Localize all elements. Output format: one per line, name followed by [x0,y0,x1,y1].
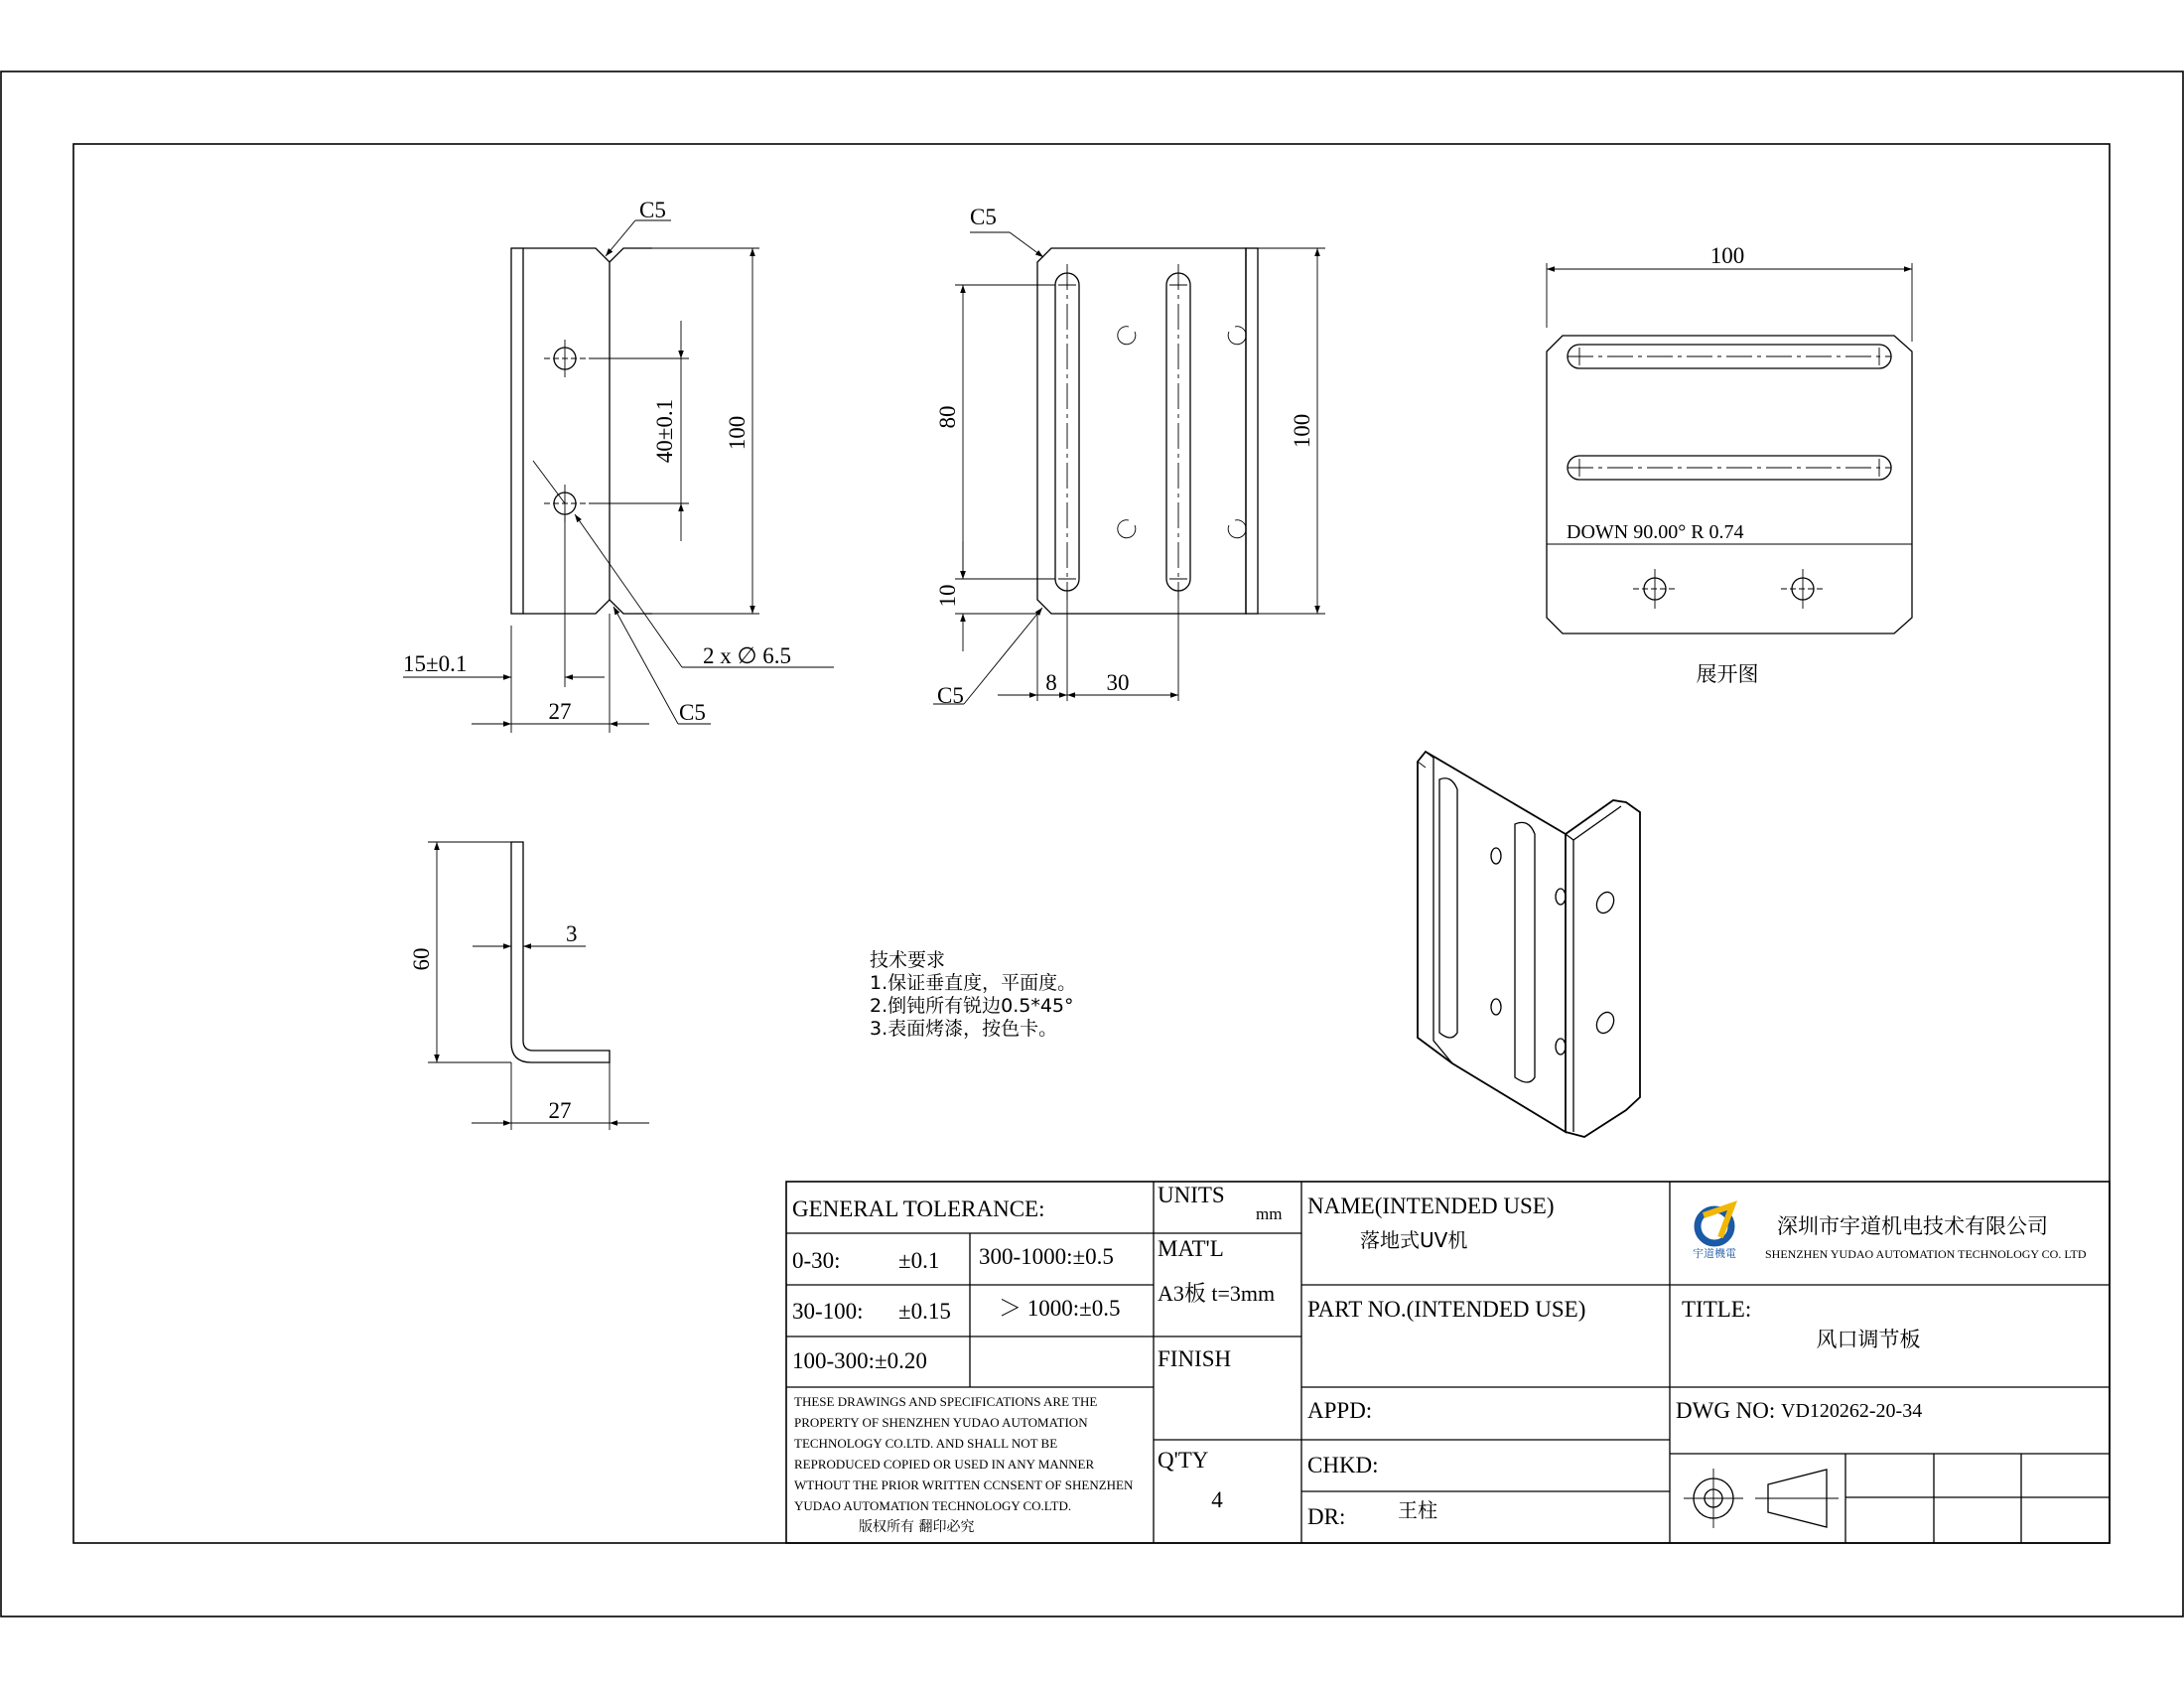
note-3: 3.表面烤漆，按色卡。 [870,1018,1058,1040]
copyright-line-1: THESE DRAWINGS AND SPECIFICATIONS ARE THE [794,1394,1098,1409]
side-dim-hole-pitch: 40±0.1 [652,398,677,464]
name-value: 落地式UV机 [1360,1228,1468,1252]
side-hole-callout: 2 x ∅ 6.5 [703,643,792,668]
title-value: 风口调节板 [1816,1328,1921,1351]
dr-value: 王柱 [1398,1498,1437,1522]
chkd-label: CHKD: [1307,1453,1379,1477]
copyright-line-6: YUDAO AUTOMATION TECHNOLOGY CO.LTD. [794,1498,1072,1513]
tol-0-30-value: ±0.1 [898,1248,940,1273]
outer-frame [1,71,2183,1617]
company-name-cn: 深圳市宇道机电技术有限公司 [1777,1214,2048,1238]
name-label: NAME(INTENDED USE) [1307,1194,1555,1218]
flat-bend-note: DOWN 90.00° R 0.74 [1567,521,1744,543]
units-label: UNITS [1158,1183,1225,1207]
company-logo [1693,1205,1736,1260]
side-chamfer-top: C5 [639,198,666,222]
flat-dim-width: 100 [1709,243,1745,268]
qty-label: Q'TY [1158,1448,1209,1473]
projection-symbol [1684,1469,1839,1528]
notes-title: 技术要求 [870,949,946,971]
matl-value: A3板 t=3mm [1158,1281,1276,1306]
copyright-line-5: WTHOUT THE PRIOR WRITTEN CCNSENT OF SHENZHEN [794,1477,1134,1492]
profile-view [409,842,649,1130]
flat-pattern-view [1547,243,1912,686]
tol-100-300: 100-300:±0.20 [792,1348,927,1373]
side-dim-width: 27 [548,699,572,724]
tol-300-1000: 300-1000:±0.5 [979,1244,1114,1269]
profile-dim-thickness: 3 [566,921,578,946]
note-1: 1.保证垂直度，平面度。 [870,972,1077,994]
copyright-line-2: PROPERTY OF SHENZHEN YUDAO AUTOMATION [794,1415,1088,1430]
dr-label: DR: [1307,1504,1346,1529]
front-dim-slot-len: 80 [935,405,960,429]
tol-30-100-value: ±0.15 [898,1299,951,1324]
tol-0-30-range: 0-30: [792,1248,841,1273]
profile-dim-leg: 27 [548,1098,572,1123]
front-view [933,205,1325,708]
company-name-en: SHENZHEN YUDAO AUTOMATION TECHNOLOGY CO. LTD [1765,1247,2087,1261]
inner-frame [73,144,2110,1543]
flat-caption: 展开图 [1696,662,1759,686]
finish-label: FINISH [1158,1346,1232,1371]
front-chamfer-top: C5 [970,205,997,229]
side-dim-offset: 15±0.1 [403,651,468,676]
copyright-cn: 版权所有 翻印必究 [859,1519,975,1535]
dwg-no-value: VD120262-20-34 [1781,1400,1923,1422]
copyright-line-4: REPRODUCED COPIED OR USED IN ANY MANNER [794,1457,1095,1472]
side-chamfer-bottom: C5 [679,700,706,725]
qty-value: 4 [1211,1487,1223,1512]
tol-gt-1000: ＞ 1000:±0.5 [999,1296,1121,1321]
technical-notes [870,949,1076,1040]
front-dim-edge: 8 [1045,670,1057,695]
front-dim-slot-pitch: 30 [1106,670,1130,695]
general-tolerance-label: GENERAL TOLERANCE: [792,1196,1045,1221]
note-2: 2.倒钝所有锐边0.5*45° [870,995,1074,1017]
title-label: TITLE: [1682,1297,1752,1322]
side-dim-height: 100 [725,415,750,451]
tol-30-100-range: 30-100: [792,1299,864,1324]
svg-text:宇道機電: 宇道機電 [1693,1247,1736,1260]
front-dim-height: 100 [1290,413,1314,449]
copyright-line-3: TECHNOLOGY CO.LTD. AND SHALL NOT BE [794,1436,1058,1451]
title-block [786,1182,2110,1543]
isometric-view [1418,752,1640,1137]
front-dim-bottom-gap: 10 [935,584,960,608]
side-view [403,198,834,733]
profile-dim-height: 60 [409,947,434,971]
units-value: mm [1256,1204,1283,1223]
dwg-no-label: DWG NO: [1676,1398,1776,1423]
front-chamfer-bottom: C5 [937,683,964,708]
part-no-label: PART NO.(INTENDED USE) [1307,1297,1586,1322]
appd-label: APPD: [1307,1398,1373,1423]
matl-label: MAT'L [1158,1236,1224,1261]
